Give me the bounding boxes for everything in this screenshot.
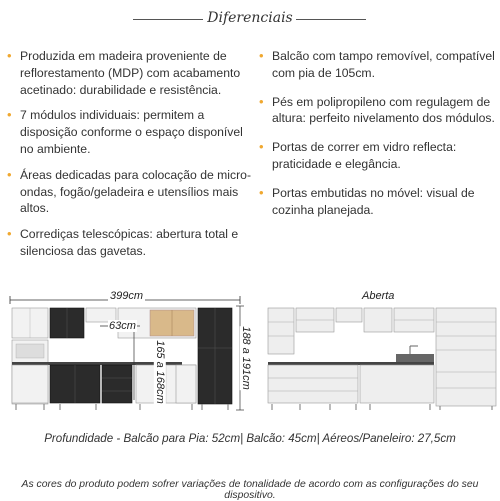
feature-text: 7 módulos individuais: permitem a disposição conforme o espaço disponível no ambiente. bbox=[20, 108, 243, 156]
bullet-icon: • bbox=[259, 184, 264, 200]
bullet-icon: • bbox=[7, 166, 12, 182]
color-disclaimer: As cores do produto podem sofrer variações de tonalidade de acordo com as configurações do seu dispositivo. bbox=[21, 479, 479, 501]
total-height-label: 188 a 191cm bbox=[239, 326, 252, 390]
open-kitchen-drawing bbox=[268, 308, 496, 410]
bullet-icon: • bbox=[7, 226, 12, 242]
feature-text: Pés em polipropileno com regulagem de altura: perfeito nivelamento dos módulos. bbox=[272, 94, 495, 126]
bullet-icon: • bbox=[7, 107, 12, 123]
gap-dimension-label: 63cm bbox=[109, 320, 136, 332]
open-view-label: Aberta bbox=[362, 290, 395, 302]
feature-text: Áreas dedicadas para colocação de micro-ondas, fogão/geladeira e utensílios mais altos. bbox=[20, 167, 252, 216]
feature-text: Portas embutidas no móvel: visual de cozinha planejada. bbox=[272, 185, 475, 217]
feature-text: Portas de correr em vidro reflecta: praticidade e elegância. bbox=[272, 140, 457, 171]
bullet-icon: • bbox=[259, 93, 264, 109]
counter-height-label: 165 a 168cm bbox=[153, 340, 166, 404]
closed-kitchen-drawing bbox=[10, 296, 244, 410]
section-title: Diferenciais bbox=[207, 10, 293, 26]
bullet-icon: • bbox=[259, 48, 264, 63]
depth-specs: Profundidade - Balcão para Pia: 52cm| Balcão: 45cm| Aéreos/Paneleiro: 27,5cm bbox=[44, 432, 456, 445]
feature-text: Corrediças telescópicas: abertura total e silenciosa das gavetas. bbox=[20, 227, 239, 258]
feature-text: Balcão com tampo removível, compatível com pia de 105cm. bbox=[272, 49, 495, 80]
width-dimension-label: 399cm bbox=[110, 290, 144, 302]
bullet-icon: • bbox=[7, 48, 12, 63]
feature-text: Produzida em madeira proveniente de reflorestamento (MDP) com acabamento acetinado: durabilidade e resistência. bbox=[20, 49, 241, 97]
bullet-icon: • bbox=[259, 139, 264, 155]
